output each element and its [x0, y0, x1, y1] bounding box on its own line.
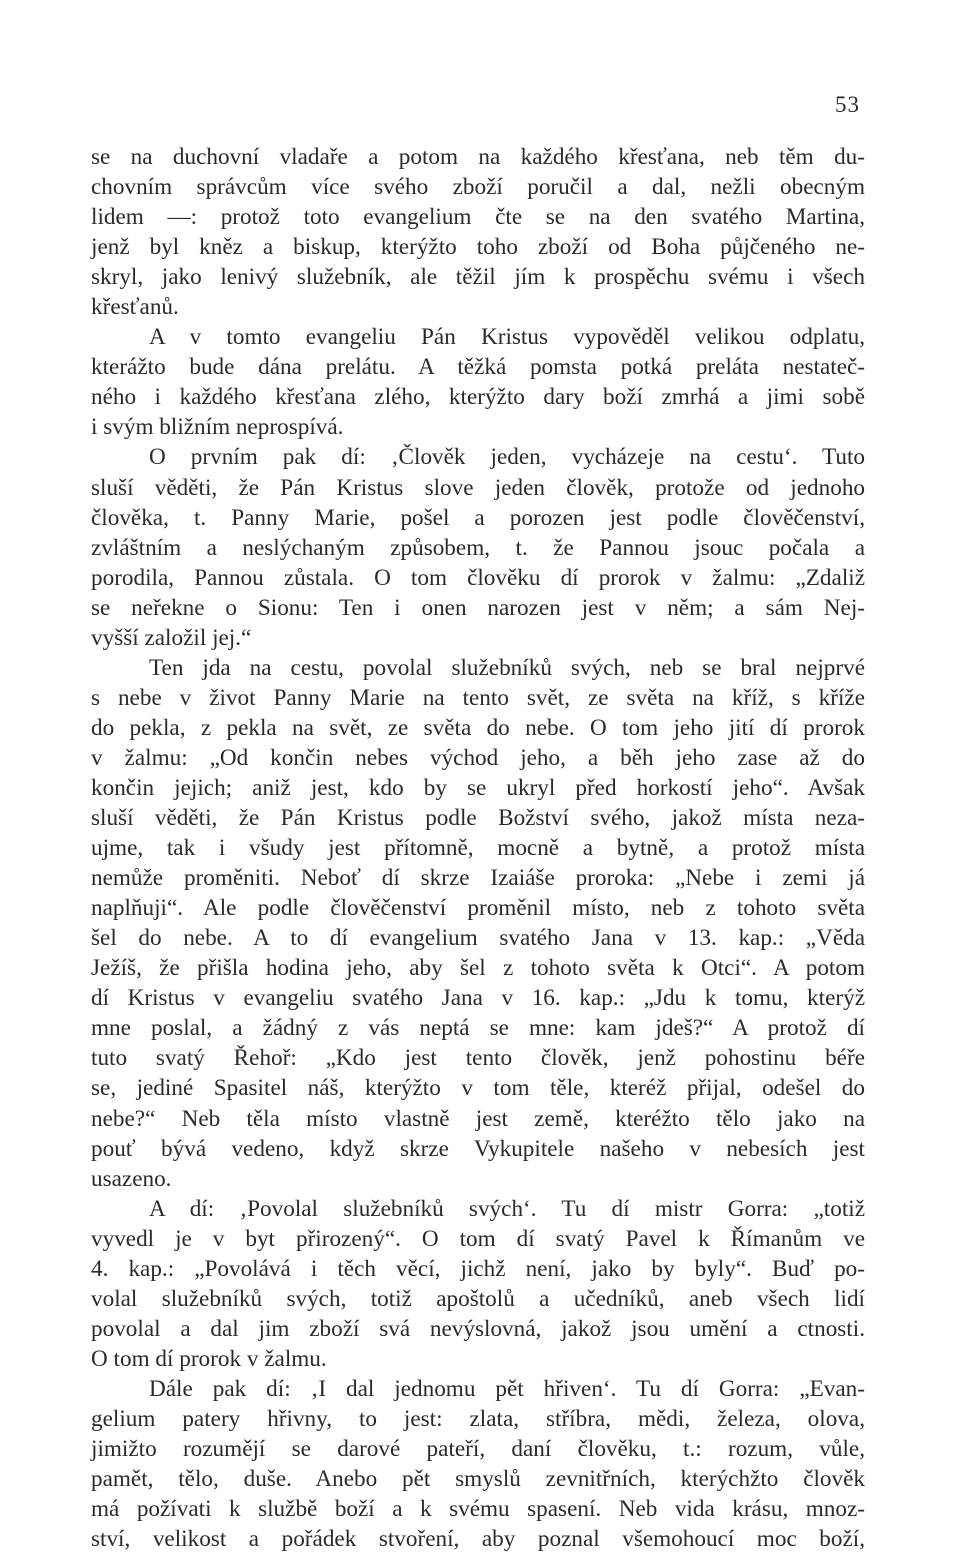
text-line: 4. kap.: „Povolává i těch věcí, jichž není, jako by byly“. Buď po-	[91, 1255, 865, 1282]
text-line: A dí: ‚Povolal služebníků svých‘. Tu dí mistr Gorra: „totiž	[149, 1195, 865, 1222]
body-text	[91, 142, 865, 1554]
text-line: dí Kristus v evangeliu svatého Jana v 16. kap.: „Jdu k tomu, kterýž	[91, 985, 865, 1012]
page-number: 53	[835, 92, 860, 117]
text-line: vyvedl je v byt přirozený“. O tom dí svatý Pavel k Římanům ve	[91, 1225, 865, 1252]
text-line: Ježíš, že přišla hodina jeho, aby šel z tohoto světa k Otci“. A potom	[91, 955, 865, 982]
text-line: tuto svatý Řehoř: „Kdo jest tento člověk, jenž pohostinu béře	[91, 1045, 865, 1072]
text-line: s nebe v život Panny Marie na tento svět, ze světa na kříž, s kříže	[91, 684, 865, 711]
text-line: nebe?“ Neb těla místo vlastně jest země, kteréžto tělo jako na	[91, 1105, 865, 1132]
text-line: naplňuji“. Ale podle člověčenství proměnil místo, neb z tohoto světa	[91, 895, 865, 922]
text-line: jimižto rozumějí se darové pateří, daní člověku, t.: rozum, vůle,	[91, 1436, 865, 1463]
text-line: se neřekne o Sionu: Ten i onen narozen jest v něm; a sám Nej-	[91, 594, 865, 621]
text-line: usazeno.	[91, 1165, 172, 1192]
text-line: porodila, Pannou zůstala. O tom člověku dí prorok v žalmu: „Zdaliž	[91, 564, 865, 591]
text-line: povolal a dal jim zboží svá nevýslovná, jakož jsou umění a ctnosti.	[91, 1315, 865, 1342]
text-line: A v tomto evangeliu Pán Kristus vypověděl velikou odplatu,	[149, 324, 865, 351]
text-line: jenž byl kněz a biskup, kterýžto toho zboží od Boha půjčeného ne-	[91, 234, 865, 261]
text-line: chovním správcům více svého zboží poručil a dal, nežli obecným	[91, 174, 865, 201]
text-line: mne poslal, a žádný z vás neptá se mne: kam jdeš?“ A protož dí	[91, 1015, 865, 1042]
text-line: i svým bližním neprospívá.	[91, 414, 344, 441]
text-line: volal služebníků svých, totiž apoštolů a učedníků, aneb všech lidí	[91, 1285, 865, 1312]
text-line: kterážto bude dána prelátu. A těžká pomsta potká preláta nestateč-	[91, 354, 865, 381]
text-line: O tom dí prorok v žalmu.	[91, 1345, 327, 1372]
text-line: Dále pak dí: ‚I dal jednomu pět hřiven‘. Tu dí Gorra: „Evan-	[149, 1375, 865, 1402]
text-line: nemůže proměniti. Neboť dí skrze Izaiáše proroka: „Nebe i zemi já	[91, 865, 865, 892]
text-line: se, jediné Spasitel náš, kterýžto v tom těle, kteréž přijal, odešel do	[91, 1075, 865, 1102]
text-line: ného i každého křesťana zlého, kterýžto dary boží zmrhá a jimi sobě	[91, 384, 865, 411]
text-line: gelium patery hřivny, to jest: zlata, stříbra, mědi, železa, olova,	[91, 1405, 865, 1432]
text-line: se na duchovní vladaře a potom na každého křesťana, neb těm du-	[91, 144, 865, 170]
text-line: ujme, tak i všudy jest přítomně, mocně a bytně, a protož místa	[91, 835, 865, 862]
text-line: končin jejich; aniž jest, kdo by se ukryl před horkostí jeho“. Avšak	[91, 774, 865, 801]
text-line: Ten jda na cestu, povolal služebníků svých, neb se bral nejprvé	[149, 654, 865, 681]
text-line: do pekla, z pekla na svět, ze světa do nebe. O tom jeho jití dí prorok	[91, 714, 865, 741]
text-line: vyšší založil jej.“	[91, 624, 252, 651]
text-line: ství, velikost a pořádek stvoření, aby poznal všemohoucí moc boží,	[91, 1526, 865, 1553]
text-line: má požívati k službě boží a k svému spasení. Neb vida krásu, mnoz-	[91, 1496, 865, 1523]
text-line: sluší věděti, že Pán Kristus podle Božství svého, jakož místa neza-	[91, 805, 865, 832]
text-line: sluší věděti, že Pán Kristus slove jeden člověk, protože od jednoho	[91, 474, 865, 501]
text-line: O prvním pak dí: ‚Člověk jeden, vycházeje na cestu‘. Tuto	[149, 444, 865, 471]
text-line: zvláštním a neslýchaným způsobem, t. že Pannou jsouc počala a	[91, 534, 865, 561]
text-line: v žalmu: „Od končin nebes východ jeho, a běh jeho zase až do	[91, 744, 865, 771]
text-line: křesťanů.	[91, 294, 179, 321]
text-line: pouť bývá vedeno, když skrze Vykupitele našeho v nebesích jest	[91, 1135, 865, 1162]
text-line: skryl, jako lenivý služebník, ale těžil jím k prospěchu svému i všech	[91, 264, 865, 291]
text-line: šel do nebe. A to dí evangelium svatého Jana v 13. kap.: „Věda	[91, 925, 865, 952]
text-line: člověka, t. Panny Marie, pošel a porozen jest podle člověčenství,	[91, 504, 865, 531]
text-line: pamět, tělo, duše. Anebo pět smyslů zevnitřních, kterýchžto člověk	[91, 1466, 865, 1493]
text-line: lidem —: protož toto evangelium čte se na den svatého Martina,	[91, 204, 865, 231]
